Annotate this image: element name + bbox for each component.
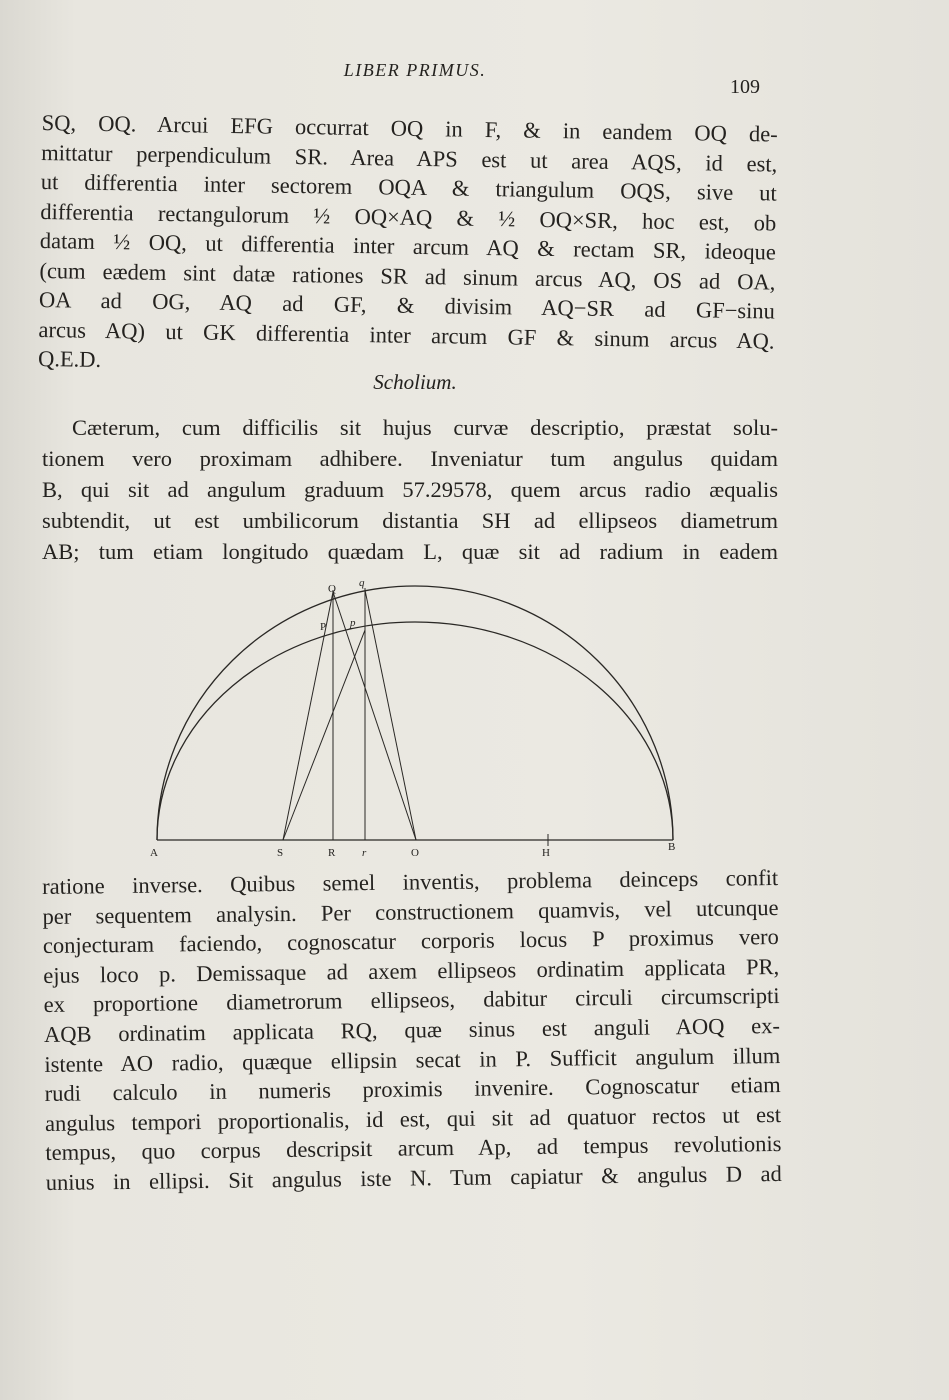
text-line: arcus AQ) ut GK differentia inter arcum GF & sinum arcus AQ. (38, 316, 775, 354)
line-Sp (283, 630, 365, 840)
label-Q: Q (328, 583, 336, 595)
label-A: A (150, 847, 158, 859)
label-S: S (277, 847, 284, 859)
text-line: ejus loco p. Demissaque ad axem ellipseos ordinatim applicata PR, (43, 953, 780, 988)
text-line: rudi calculo in numeris proximis invenire. Cognoscatur etiam (44, 1072, 781, 1107)
text-line: OA ad OG, AQ ad GF, & divisim AQ−SR ad GF−sinu (38, 286, 776, 324)
label-R: R (328, 847, 336, 859)
text-line: (cum eædem sint datæ rationes SR ad sinum arcus AQ, OS ad OA, (39, 257, 776, 295)
page-number: 109 (730, 76, 760, 98)
label-r: r (362, 847, 367, 859)
paragraph-proof-end (38, 108, 778, 385)
text-line: ratione inverse. Quibus semel inventis, problema deinceps confit (42, 865, 779, 899)
text-line: mittatur perpendiculum SR. Area APS est ut area AQS, id est, (41, 139, 778, 177)
text-line: tempus, quo corpus descripsit arcum Ap, ad tempus revolutionis (45, 1131, 782, 1166)
geometric-figure (140, 578, 700, 868)
line-Oq (365, 590, 416, 840)
text-line: conjecturam faciendo, cognoscatur corporis locus P proximus vero (42, 924, 779, 959)
label-p: p (350, 617, 356, 629)
text-line: tionem vero proximam adhibere. Inveniatur tum angulus quidam (42, 446, 778, 471)
text-line: subtendit, ut est umbilicorum distantia SH ad ellipseos diametrum (42, 508, 778, 533)
text-line: AQB ordinatim applicata RQ, quæ sinus est anguli AOQ ex- (43, 1012, 781, 1047)
text-line: unius in ellipsi. Sit angulus iste N. Tum capiatur & angulus D ad (45, 1160, 782, 1195)
ellipse-arc (157, 622, 673, 840)
circle-arc (157, 586, 673, 840)
label-P: P (320, 621, 327, 633)
section-heading: Scholium. (373, 370, 457, 394)
paragraph-scholium (42, 412, 778, 567)
text-line: differentia rectangulorum ½ OQ×AQ & ½ OQ×SR, hoc est, ob (40, 198, 777, 236)
text-line: SQ, OQ. Arcui EFG occurrat OQ in F, & in eandem OQ de- (41, 109, 778, 147)
text-line: per sequentem analysin. Per constructionem quamvis, vel utcunque (42, 894, 779, 929)
line-OQ (333, 592, 416, 840)
text-line: AB; tum etiam longitudo quædam L, quæ sit ad radium in eadem (42, 539, 778, 564)
label-O: O (411, 847, 419, 859)
label-B: B (668, 841, 676, 853)
label-q: q (359, 578, 365, 589)
label-H: H (542, 847, 550, 859)
text-line: datam ½ OQ, ut differentia inter arcum AQ & rectam SR, ideoque (39, 227, 777, 265)
text-line: ut differentia inter sectorem OQA & triangulum OQS, sive ut (40, 168, 777, 206)
text-line: istente AO radio, quæque ellipsin secat in P. Sufficit angulum illum (44, 1042, 781, 1077)
text-line: Cæterum, cum difficilis sit hujus curvæ descriptio, præstat solu- (72, 415, 778, 440)
running-head: LIBER PRIMUS. (343, 60, 487, 80)
text-line: angulus tempori proportionalis, id est, qui sit ad quatuor rectos ut est (44, 1101, 782, 1136)
text-line: B, qui sit ad angulum graduum 57.29578, quem arcus radio æqualis (42, 477, 778, 502)
text-line: Q.E.D. (37, 345, 102, 372)
paragraph-analysis (42, 863, 782, 1197)
text-line: ex proportione diametrorum ellipseos, dabitur circuli circumscripti (43, 983, 780, 1018)
